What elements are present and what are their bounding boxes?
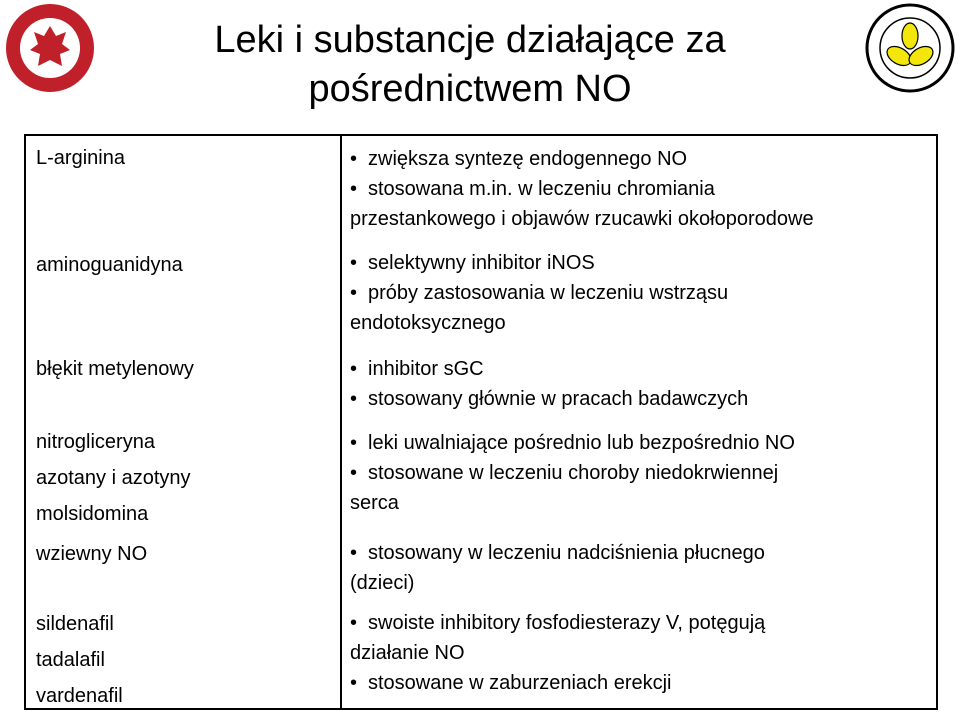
notes-cell	[350, 538, 930, 598]
drug-name: sildenafil	[36, 613, 114, 635]
bullet-item: • stosowane w zaburzeniach erekcji	[350, 672, 672, 694]
bullet-continuation: (dzieci)	[350, 572, 415, 594]
drug-name: aminoguanidyna	[36, 254, 183, 276]
bullet-continuation: przestankowego i objawów rzucawki okołoporodowe	[350, 208, 814, 230]
drug-cell	[36, 606, 326, 714]
bullet-item: • leki uwalniające pośrednio lub bezpośrednio NO	[350, 432, 795, 454]
notes-cell	[350, 428, 930, 518]
bullet-continuation: serca	[350, 492, 399, 514]
bullet-item: • selektywny inhibitor iNOS	[350, 252, 595, 274]
notes-cell	[350, 354, 930, 414]
column-divider	[340, 136, 342, 708]
bullet-item: • stosowany w leczeniu nadciśnienia płucnego	[350, 542, 765, 564]
bullet-item: • zwiększa syntezę endogennego NO	[350, 148, 688, 170]
notes-cell	[350, 248, 930, 338]
drug-table	[24, 134, 938, 710]
bullet-continuation: endotoksycznego	[350, 312, 506, 334]
drug-cell	[36, 424, 326, 532]
bullet-continuation: działanie NO	[350, 642, 465, 664]
title-line-1: Leki i substancje działające za	[214, 19, 726, 61]
drug-cell	[36, 351, 326, 387]
bullet-item: • stosowana m.in. w leczeniu chromiania	[350, 178, 715, 200]
drug-cell	[36, 247, 326, 283]
drug-name: błękit metylenowy	[36, 358, 194, 380]
drug-name: vardenafil	[36, 685, 123, 707]
drug-cell	[36, 140, 326, 176]
page-title	[110, 16, 830, 114]
drug-name: azotany i azotyny	[36, 467, 191, 489]
university-seal-logo	[4, 2, 96, 94]
drug-name: tadalafil	[36, 649, 105, 671]
bullet-item: • swoiste inhibitory fosfodiesterazy V, potęgują	[350, 612, 766, 634]
notes-cell	[350, 608, 930, 698]
drug-name: L-arginina	[36, 147, 125, 169]
title-line-2: pośrednictwem NO	[308, 68, 632, 110]
institute-seal-logo	[864, 2, 956, 94]
bullet-item: • inhibitor sGC	[350, 358, 484, 380]
drug-name: nitrogliceryna	[36, 431, 155, 453]
bullet-item: • stosowany głównie w pracach badawczych	[350, 388, 749, 410]
drug-name: molsidomina	[36, 503, 149, 525]
bullet-item: • próby zastosowania w leczeniu wstrząsu	[350, 282, 729, 304]
notes-cell	[350, 144, 930, 234]
bullet-item: • stosowane w leczeniu choroby niedokrwiennej	[350, 462, 779, 484]
drug-cell	[36, 536, 326, 572]
drug-name: wziewny NO	[36, 543, 148, 565]
